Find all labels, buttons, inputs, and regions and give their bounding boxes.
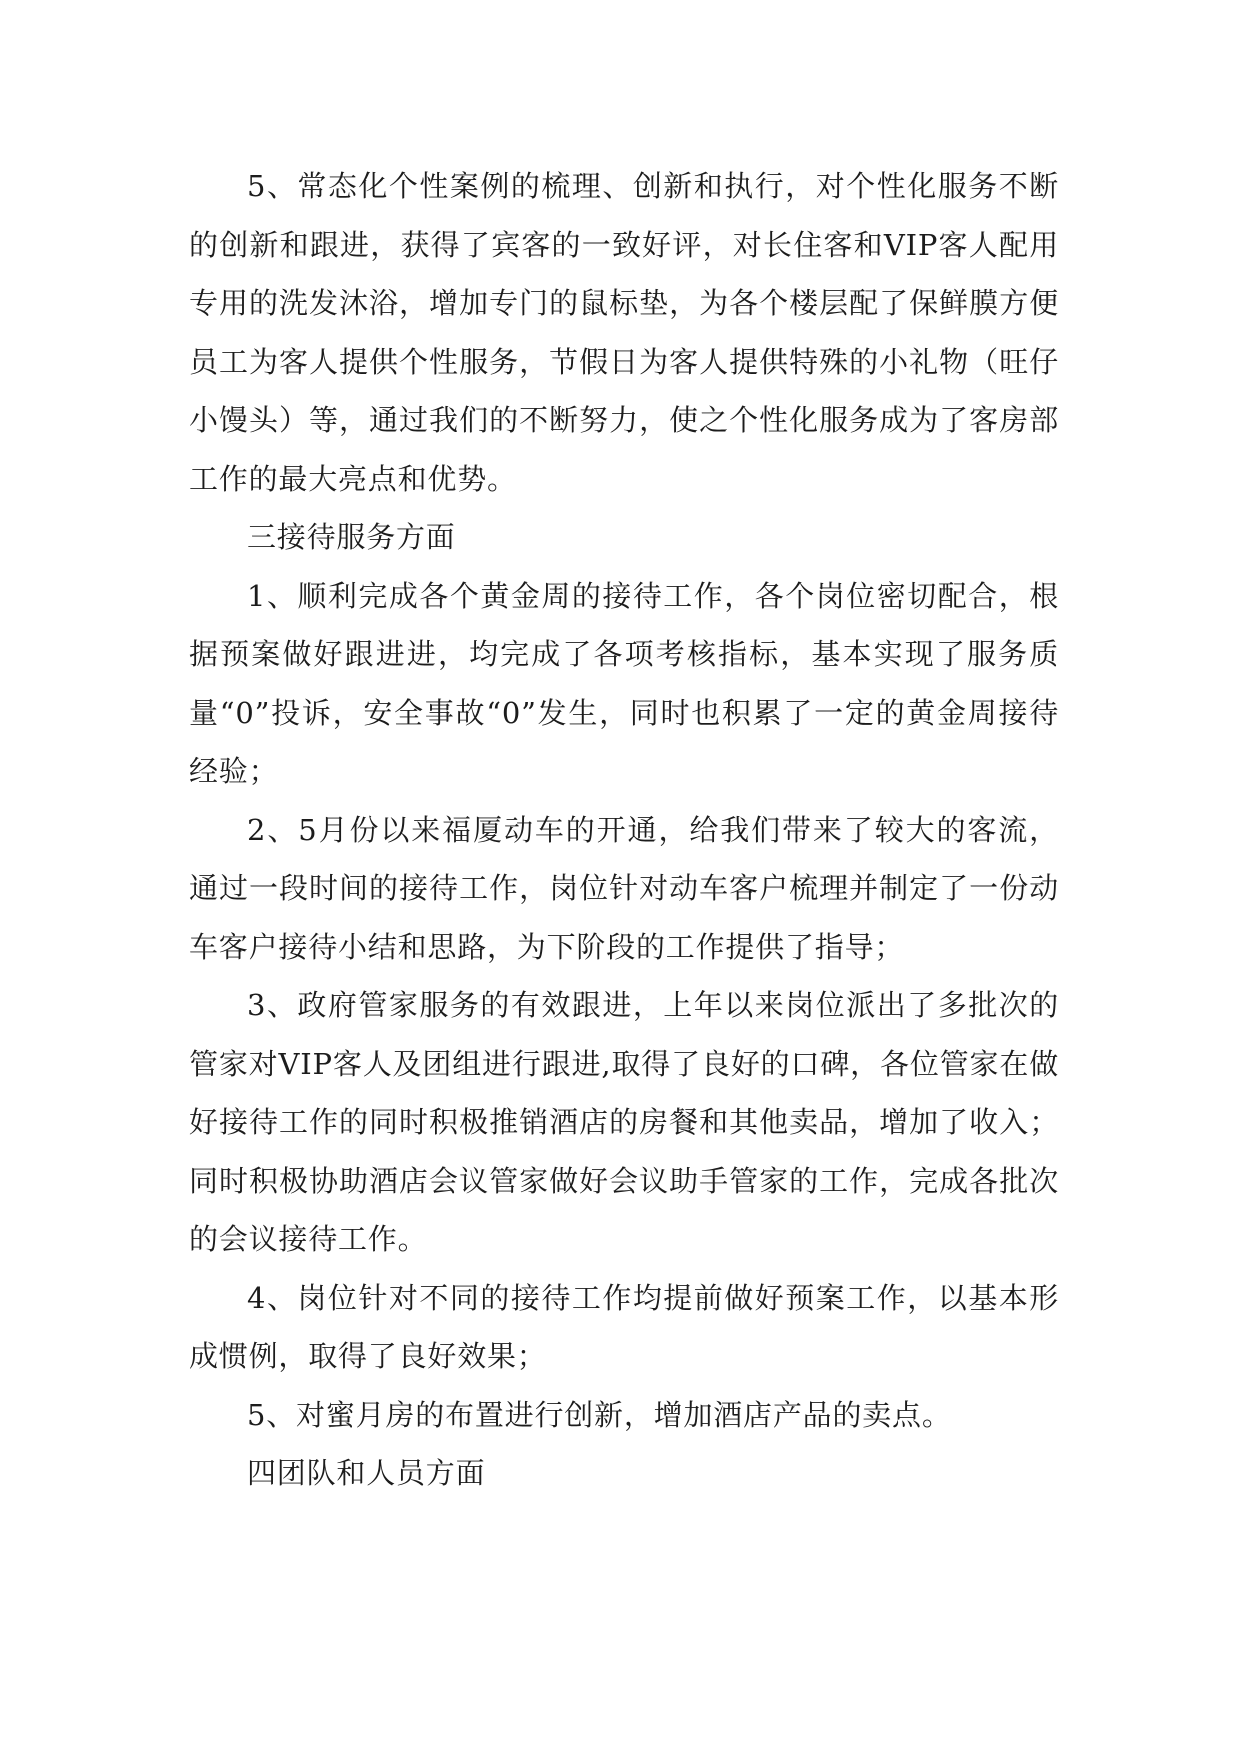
paragraph-government-butler: 3、政府管家服务的有效跟进，上年以来岗位派出了多批次的管家对VIP客人及团组进行跟进,取得了良好的口碑，各位管家在做好接待工作的同时积极推销酒店的房餐和其他卖品，增加了收入；同时积极协助酒店会议管家做好会议助手管家的工作，完成各批次的会议接待工作。 — [189, 988, 1059, 1256]
paragraph-personalized-service: 5、常态化个性案例的梳理、创新和执行，对个性化服务不断的创新和跟进，获得了宾客的一致好评，对长住客和VIP客人配用专用的洗发沐浴，增加专门的鼠标垫，为各个楼层配了保鲜膜方便员工为客人提供个性服务，节假日为客人提供特殊的小礼物（旺仔小馒头）等，通过我们的不断努力，使之个性化服务成为了客房部工作的最大亮点和优势。 — [189, 169, 1059, 496]
document-page — [189, 157, 1059, 1503]
section-heading-reception-service: 三接待服务方面 — [247, 520, 456, 554]
paragraph-golden-week: 1、顺利完成各个黄金周的接待工作，各个岗位密切配合，根据预案做好跟进进，均完成了各项考核指标，基本实现了服务质量“0”投诉，安全事故“0”发生，同时也积累了一定的黄金周接待经验； — [189, 578, 1059, 788]
section-heading-team-and-staff: 四团队和人员方面 — [247, 1456, 486, 1490]
paragraph-honeymoon-room: 5、对蜜月房的布置进行创新，增加酒店产品的卖点。 — [247, 1397, 952, 1432]
paragraph-reception-plans: 4、岗位针对不同的接待工作均提前做好预案工作，以基本形成惯例，取得了良好效果； — [189, 1280, 1059, 1373]
paragraph-bullet-train: 2、5月份以来福厦动车的开通，给我们带来了较大的客流，通过一段时间的接待工作，岗位针对动车客户梳理并制定了一份动车客户接待小结和思路，为下阶段的工作提供了指导； — [189, 812, 1059, 964]
